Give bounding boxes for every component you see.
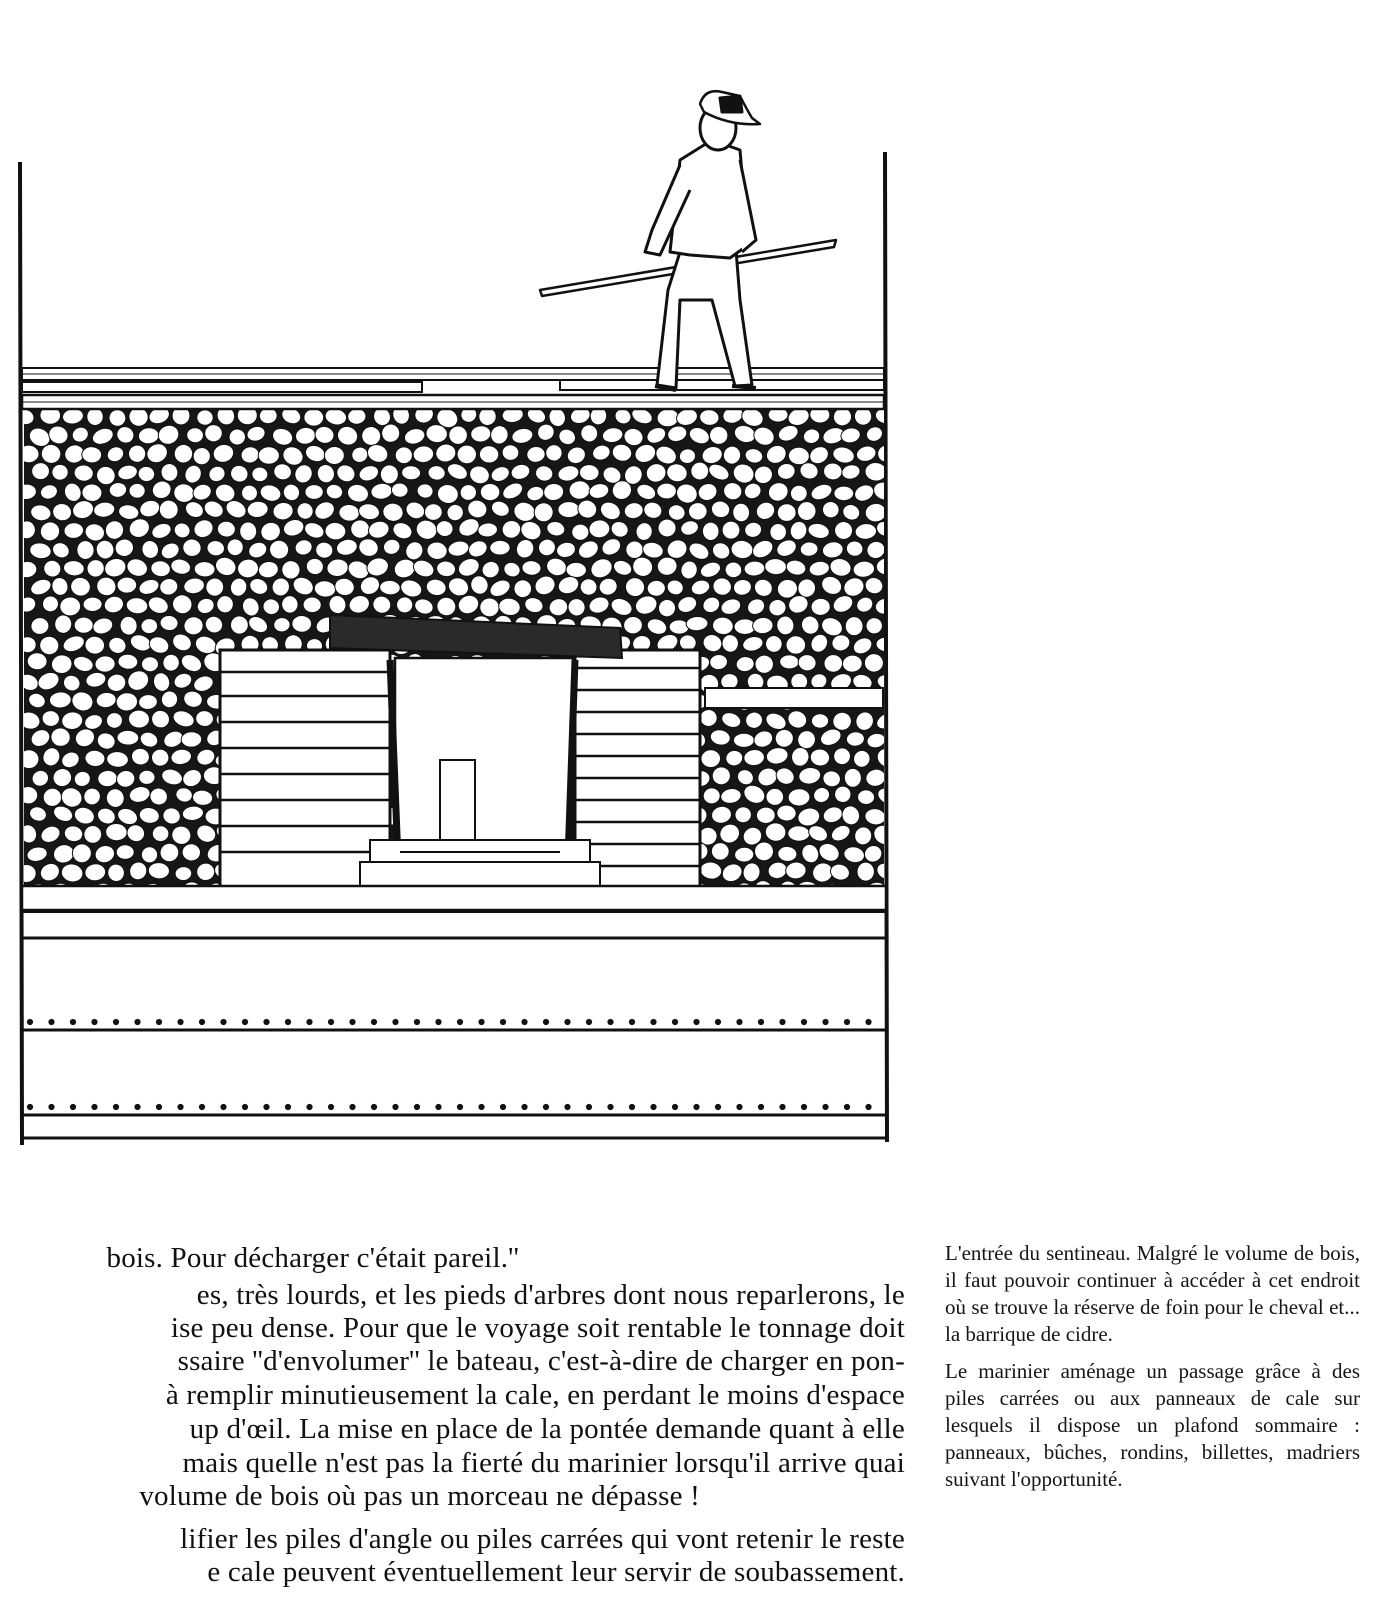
rivet [307,1104,312,1109]
rivet [371,1104,376,1109]
rivet [823,1104,828,1109]
rivet [565,1104,570,1109]
log-end [490,540,511,555]
log-end [141,847,157,863]
text-line: lifier les piles d'angle ou piles carrées qui vont retenir le reste [180,1523,905,1555]
rivet [328,1019,333,1024]
log-end [116,845,134,860]
rivet [651,1019,656,1024]
log-end [569,480,591,499]
log-end [711,842,730,860]
rivet [328,1104,333,1109]
log-end [196,863,215,881]
rivet [608,1104,613,1109]
log-end [181,731,202,747]
log-end [558,502,580,518]
rivet [242,1104,247,1109]
rivet [672,1104,677,1109]
log-end [74,617,93,633]
caption-paragraph: Le marinier aménage un passage grâce à des piles carrées ou aux panneaux de cale sur lesquels il dispose un plafond sommaire : panneaux, bûches, rondins, billettes, madriers suivant l'opportunité. [945,1359,1360,1491]
rivet [264,1019,269,1024]
log-end [51,464,68,481]
rivet-row [27,1019,871,1024]
rivet [586,1019,591,1024]
rivet [350,1019,355,1024]
log-end [139,770,155,784]
rivet [199,1104,204,1109]
text-line: ssaire ''d'envolumer'' le bateau, c'est-à-dire de charger en pon- [177,1345,905,1377]
rivet [737,1104,742,1109]
log-end [196,409,213,426]
log-end [769,523,787,541]
log-end [625,541,643,559]
log-end [83,597,102,612]
log-end [117,577,137,593]
log-end [27,652,47,670]
rivet [221,1104,226,1109]
log-end [657,483,677,499]
rivet [715,1104,720,1109]
log-end [779,655,799,670]
log-end [401,465,421,480]
rivet [565,1019,570,1024]
rivet [285,1104,290,1109]
log-end [303,597,322,614]
log-end [117,730,139,745]
rivet [522,1019,527,1024]
log-end [239,522,257,541]
log-end [766,788,784,805]
rivet [113,1019,118,1024]
rivet [393,1019,398,1024]
rivet [737,1019,742,1024]
log-end [734,847,754,863]
bargeman-figure [540,91,836,390]
rivet [780,1104,785,1109]
log-end [755,655,774,674]
rivet [156,1104,161,1109]
log-end [864,654,883,673]
text-line: e cale peuvent éventuellement leur servir de soubassement. [207,1556,905,1588]
log-end [777,504,796,522]
rivet [844,1019,849,1024]
log-end [216,595,233,613]
rivet [393,1104,398,1109]
rivet [694,1104,699,1109]
log-end [304,409,324,427]
rivet [436,1019,441,1024]
rivet [694,1019,699,1024]
rivet [113,1104,118,1109]
rivet [629,1104,634,1109]
rivet [823,1019,828,1024]
main-article-text [0,1242,905,1600]
log-end [702,522,719,541]
rivet [135,1019,140,1024]
text-line: es, très lourds, et les pieds d'arbres dont nous reparlerons, le [196,1279,905,1311]
rivet [307,1019,312,1024]
rivet [844,1104,849,1109]
text-line: à remplir minutieusement la cale, en perdant le moins d'espace [165,1379,905,1411]
rivet [522,1104,527,1109]
rivet [479,1104,484,1109]
rivet [436,1104,441,1109]
log-end [424,503,443,521]
log-end [623,616,643,634]
rivet [178,1104,183,1109]
log-end [857,790,874,805]
rivet [178,1019,183,1024]
log-end [72,844,91,863]
rivet [49,1019,54,1024]
log-end [733,733,754,747]
log-end [689,503,708,520]
rivet [629,1019,634,1024]
rivet [543,1104,548,1109]
rivet [221,1019,226,1024]
log-end [834,486,854,501]
rivet [457,1104,462,1109]
log-end [480,484,500,501]
log-end [152,826,169,842]
rivet [801,1104,806,1109]
log-end [258,447,279,464]
rivet [92,1104,97,1109]
log-end [324,446,345,465]
rivet [758,1104,763,1109]
rivet [49,1104,54,1109]
text-line: volume de bois où pas un morceau ne dépasse ! [139,1480,700,1512]
hull-bottom [22,886,886,1138]
rivet [27,1104,32,1109]
log-end [786,636,806,655]
rivet [500,1019,505,1024]
text-line: up d'œil. La mise en place de la pontée demande quant à elle [189,1413,905,1445]
rivet [543,1019,548,1024]
rivet [27,1019,32,1024]
rivet [135,1104,140,1109]
rivet [457,1019,462,1024]
illustration-caption [945,1240,1360,1503]
log-end [204,424,222,442]
log-end [811,714,828,729]
rivet-row [27,1104,871,1109]
rivet [371,1019,376,1024]
log-end [129,483,145,498]
rivet [70,1019,75,1024]
log-end [141,657,158,672]
log-end [658,519,676,537]
log-end [845,616,863,636]
rivet [156,1019,161,1024]
log-end [460,484,477,500]
rivet [414,1019,419,1024]
rivet [500,1104,505,1109]
log-end [700,749,721,768]
rivet [780,1019,785,1024]
rivet [608,1019,613,1024]
text-line: bois. Pour décharger c'était pareil.'' [106,1242,519,1274]
log-end [380,465,399,485]
log-end [579,464,599,481]
rivet [715,1019,720,1024]
log-end [81,446,102,463]
rivet [586,1104,591,1109]
rivet [199,1019,204,1024]
log-end [776,805,796,822]
log-end [566,562,587,578]
rivet [672,1019,677,1024]
text-line: mais quelle n'est pas la fierté du marinier lorsqu'il arrive quai [182,1447,905,1479]
rivet [414,1104,419,1109]
log-end [857,862,875,881]
log-end [305,485,323,500]
log-end [193,447,211,465]
log-end [128,710,150,729]
log-end [788,826,810,842]
rivet [285,1019,290,1024]
caption-paragraph: L'entrée du sentineau. Malgré le volume de bois, il faut pouvoir continuer à accéder à cet endroit où se trouve la réserve de foin pour le cheval et... la barrique de cidre. [945,1241,1360,1346]
log-end [395,447,413,464]
rivet [70,1104,75,1109]
rivet [92,1019,97,1024]
rivet [866,1104,871,1109]
rivet [758,1019,763,1024]
log-end [292,615,312,632]
log-end [756,807,775,824]
rivet [866,1019,871,1024]
log-end [87,408,104,426]
log-end [788,788,810,806]
rivet [264,1104,269,1109]
rivet [479,1019,484,1024]
log-end [60,597,81,616]
rivet [801,1019,806,1024]
text-line: ise peu dense. Pour que le voyage soit rentable le tonnage doit [170,1312,905,1344]
rivet [350,1104,355,1109]
rivet [242,1019,247,1024]
rivet [651,1104,656,1109]
